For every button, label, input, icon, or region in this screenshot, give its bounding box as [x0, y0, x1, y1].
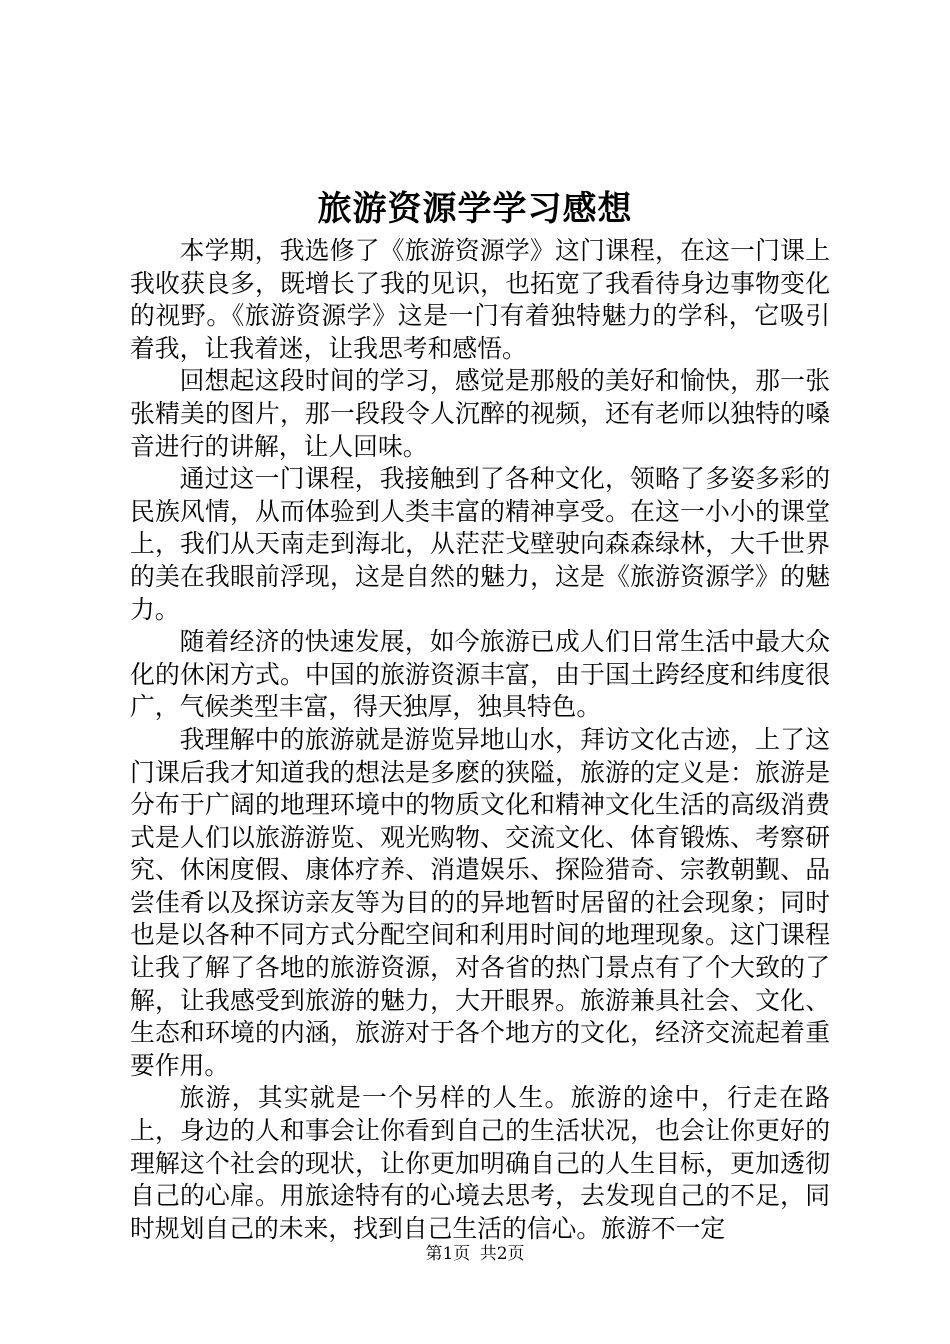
paragraph-5: 我理解中的旅游就是游览异地山水，拜访文化古迹，上了这门课后我才知道我的想法是多麽的狭隘，旅游的定义是：旅游是分布于广阔的地理环境中的物质文化和精神文化生活的高级消费式是人们以旅游游览、观光购物、交流文化、体育锻炼、考察研究、休闲度假、康体疗养、消遣娱乐、探险猎奇、宗教朝觐、品尝佳肴以及探访亲友等为目的的异地暂时居留的社会现象；同时也是以各种不同方式分配空间和利用时间的地理现象。这门课程让我了解了各地的旅游资源，对各省的热门景点有了个大致的了解，让我感受到旅游的魅力，大开眼界。旅游兼具社会、文化、生态和环境的内涵，旅游对于各个地方的文化，经济交流起着重要作用。	[130, 724, 830, 1080]
paragraph-4: 随着经济的快速发展，如今旅游已成人们日常生活中最大众化的休闲方式。中国的旅游资源丰富，由于国土跨经度和纬度很广，气候类型丰富，得天独厚，独具特色。	[130, 627, 830, 722]
paragraph-6: 旅游，其实就是一个另样的人生。旅游的途中，行走在路上，身边的人和事会让你看到自己的生活状况，也会让你更好的理解这个社会的现状，让你更加明确自己的人生目标，更加透彻自己的心扉。用旅途特有的心境去思考，去发现自己的不足，同时规划自己的未来，找到自己生活的信心。旅游不一定	[130, 1083, 830, 1243]
page-footer	[0, 1242, 950, 1266]
page-total: 共2页	[479, 1244, 525, 1264]
paragraph-3: 通过这一门课程，我接触到了各种文化，领略了多姿多彩的民族风情，从而体验到人类丰富的精神享受。在这一小小的课堂上，我们从天南走到海北，从茫茫戈壁驶向森森绿林，大千世界的美在我眼前浮现，这是自然的魅力，这是《旅游资源学》的魅力。	[130, 464, 830, 624]
page-number: 第1页	[425, 1244, 471, 1264]
document-body	[130, 235, 830, 1245]
document-title: 旅游资源学学习感想	[317, 189, 633, 229]
paragraph-1: 本学期，我选修了《旅游资源学》这门课程，在这一门课上我收获良多，既增长了我的见识，也拓宽了我看待身边事物变化的视野。《旅游资源学》这是一门有着独特魅力的学科，它吸引着我，让我着迷，让我思考和感悟。	[130, 236, 830, 363]
paragraph-2: 回想起这段时间的学习，感觉是那般的美好和愉快，那一张张精美的图片，那一段段令人沉醉的视频，还有老师以独特的嗓音进行的讲解，让人回味。	[130, 366, 830, 461]
